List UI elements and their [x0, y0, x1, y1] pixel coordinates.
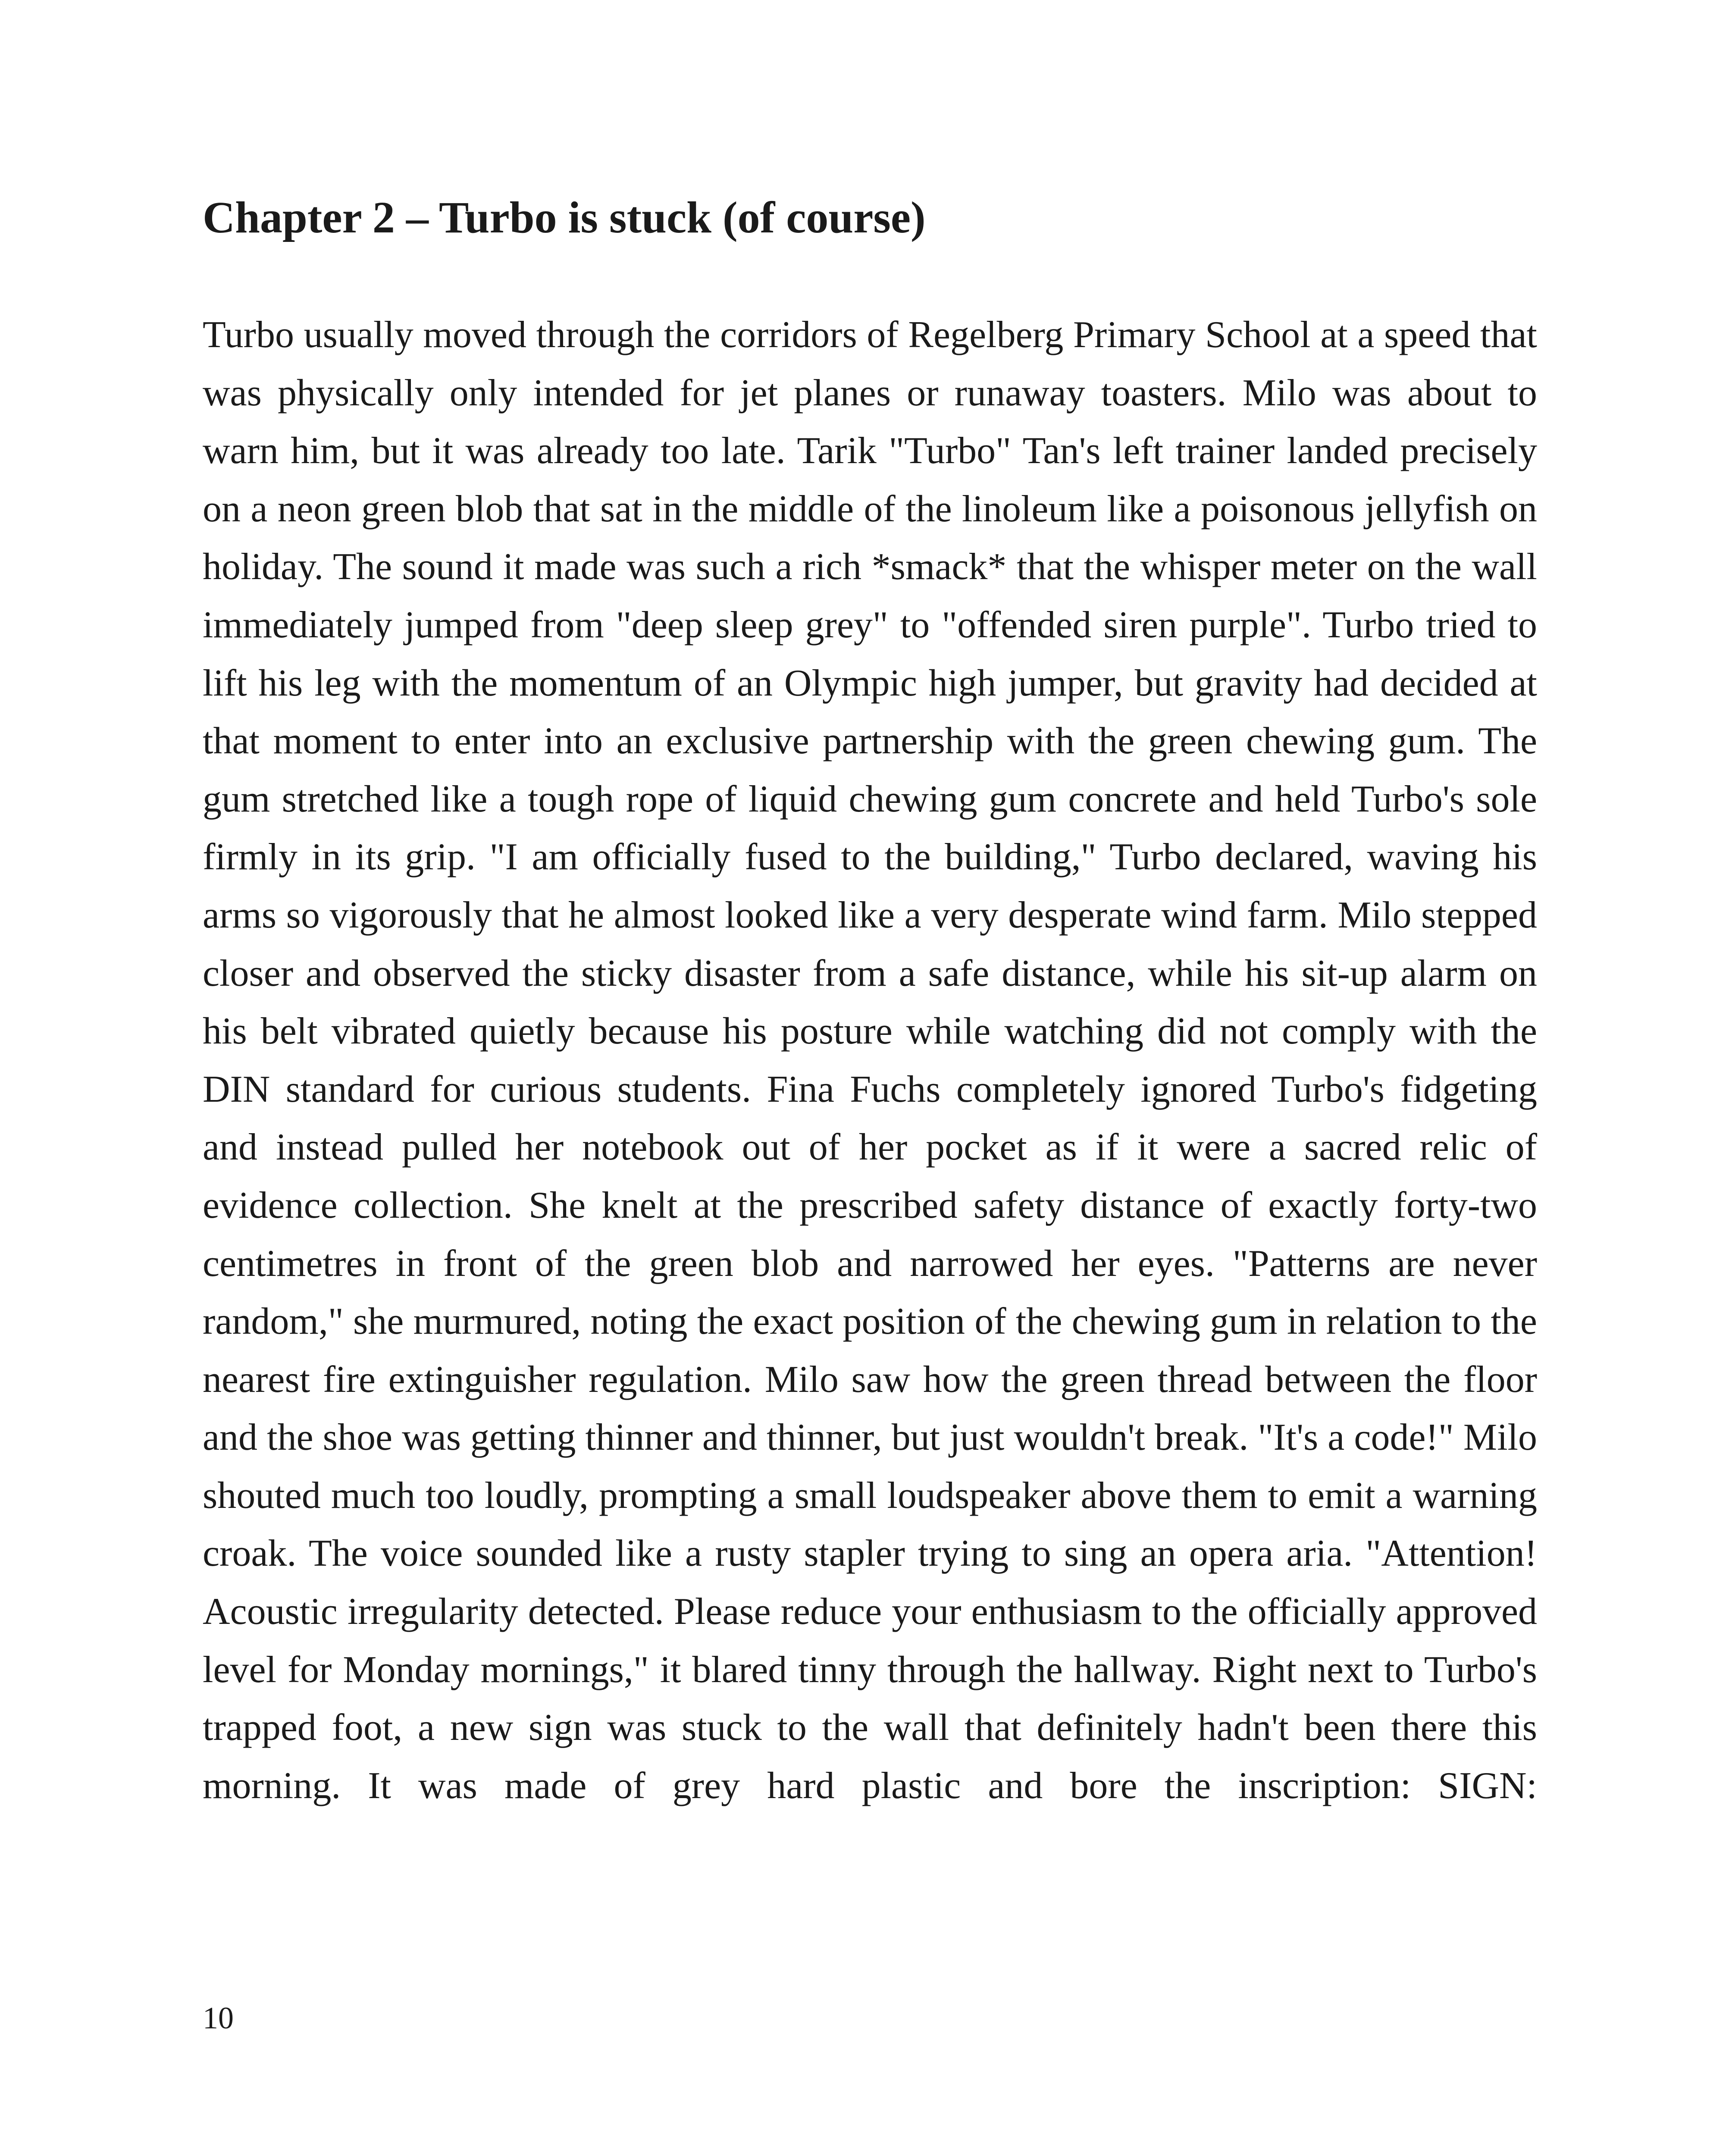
page-number: 10 — [203, 2001, 234, 2035]
chapter-title: Chapter 2 – Turbo is stuck (of course) — [203, 193, 926, 242]
body-paragraph: Turbo usually moved through the corridors of Regelberg Primary School at a speed that was physically only intended for jet planes or runaway toasters. Milo was about to warn him, but it was already too late. Tarik "Turbo" Tan's left trainer landed precisely on a neon green blob that sat in the middle of the linoleum like a poisonous jellyfish on holiday. The sound it made was such a rich *smack* that the whisper meter on the wall immediately jumped from "deep sleep grey" to "offended siren purple". Turbo tried to lift his leg with the momentum of an Olympic high jumper, but gravity had decided at that moment to enter into an exclusive partnership with the green chewing gum. The gum stretched like a tough rope of liquid chewing gum concrete and held Turbo's sole firmly in its grip. "I am officially fused to the building," Turbo declared, waving his arms so vigorously that he almost looked like a very desperate wind farm. Milo stepped closer and observed the sticky disaster from a safe distance, while his sit-up alarm on his belt vibrated quietly because his posture while watching did not comply with the DIN standard for curious students. Fina Fuchs completely ignored Turbo's fidgeting and instead pulled her notebook out of her pocket as if it were a sacred relic of evidence collection. She knelt at the prescribed safety distance of exactly forty-two centimetres in front of the green blob and narrowed her eyes. "Patterns are never random," she murmured, noting the exact position of the chewing gum in relation to the nearest fire extinguisher regulation. Milo saw how the green thread between the floor and the shoe was getting thinner and thinner, but just wouldn't break. "It's a code!" Milo shouted much too loudly, prompting a small loudspeaker above them to emit a warning croak. The voice sounded like a rusty stapler trying to sing an opera aria. "Attention! Acoustic irregularity detected. Please reduce your enthusiasm to the officially approved level for Monday mornings," it blared tinny through the hallway. Right next to Turbo's trapped foot, a new sign was stuck to the wall that definitely hadn't been there this morning. It was made of grey hard plastic and bore the inscription: SIGN: — [203, 314, 1537, 1807]
